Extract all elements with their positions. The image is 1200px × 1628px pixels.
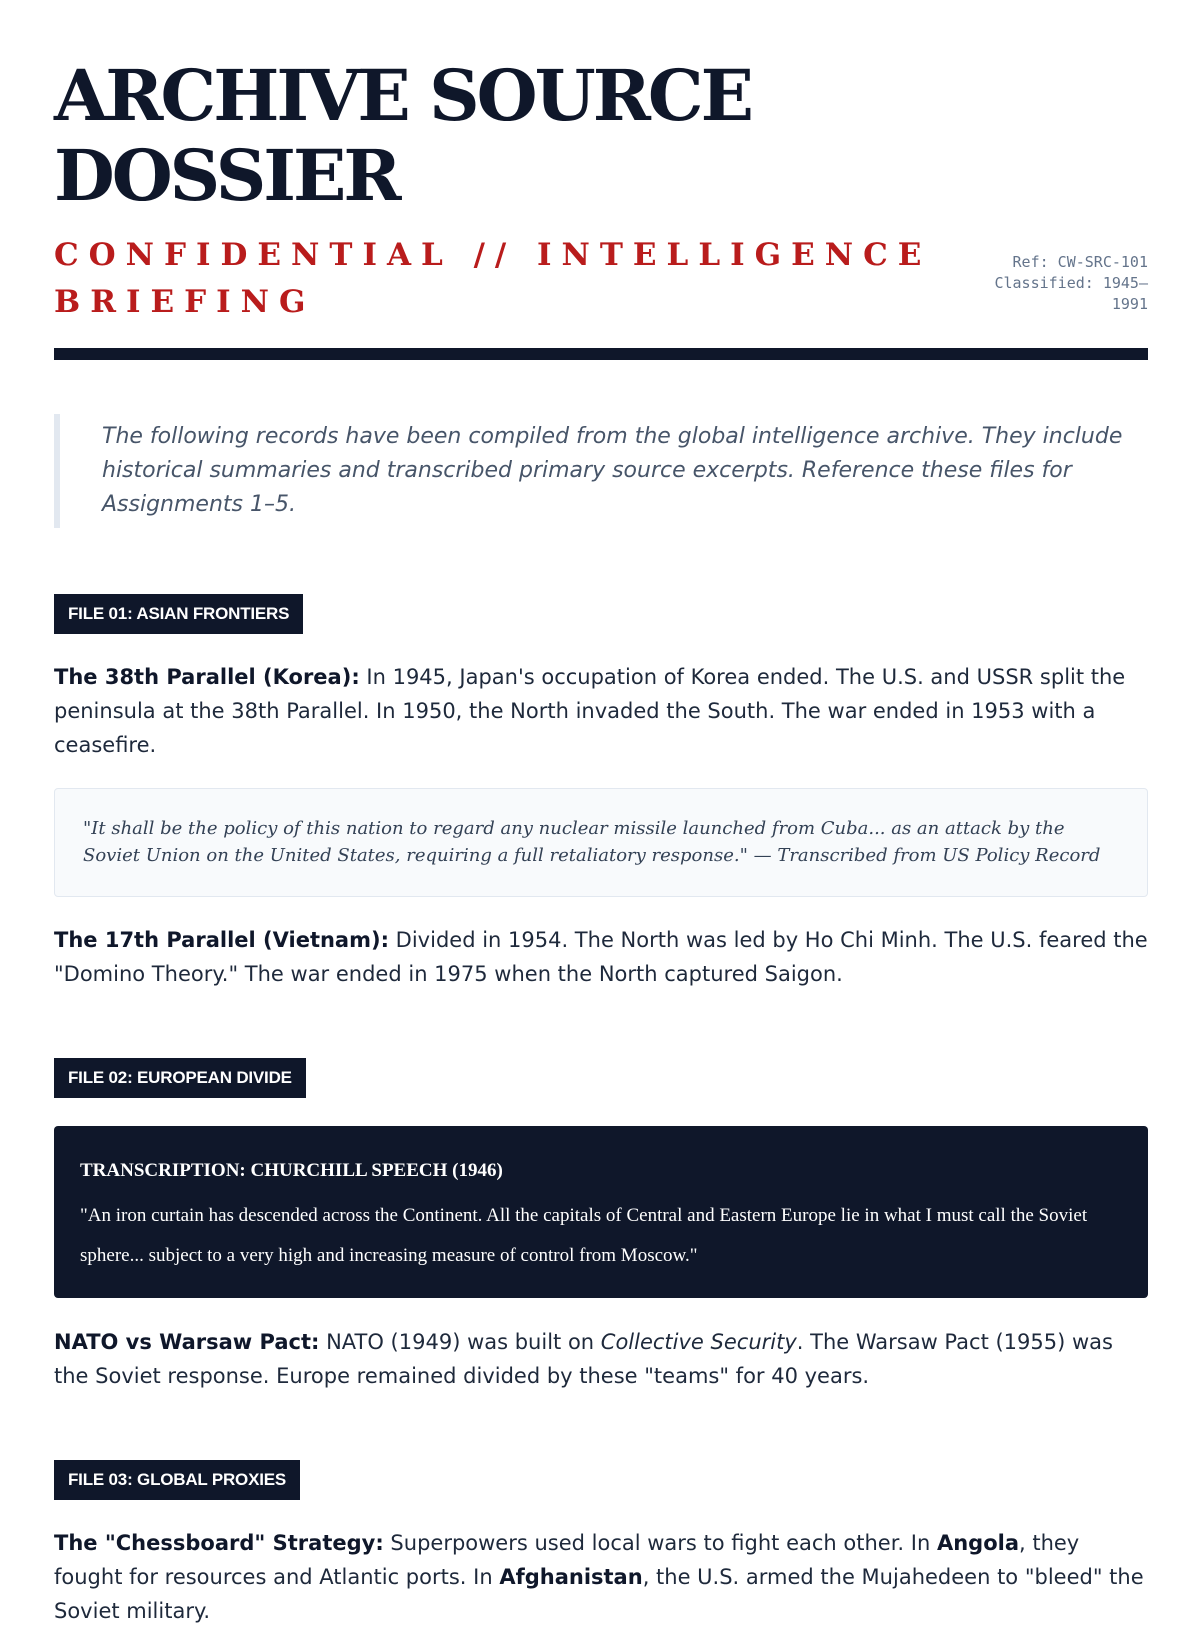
vietnam-heading: The 17th Parallel (Vietnam): [54,928,389,952]
korea-paragraph [54,660,1148,762]
transcription-title: TRANSCRIPTION: CHURCHILL SPEECH (1946) [80,1160,503,1181]
afghanistan-term: Afghanistan [499,1565,643,1589]
subtitle-row [54,232,1148,332]
page-title: ARCHIVE SOURCE DOSSIER [54,54,751,217]
vietnam-text: Divided in 1954. The North was led by Ho Chi Minh. The U.S. feared the "Domino Theory." The war ended in 1975 when the North captured Saigon. [54,928,1148,986]
chessboard-text-a: Superpowers used local wars to fight each other. In [383,1531,937,1555]
nato-text-a: NATO (1949) was built on [319,1330,601,1354]
reference-code: Ref: CW-SRC-101 [1012,253,1148,271]
intro-quote: The following records have been compiled from the global intelligence archive. They include historical summaries and transcribed primary source excerpts. Reference these files for Assignments 1–5. [54,414,1148,528]
header [54,0,1148,332]
vietnam-paragraph [54,923,1148,991]
chessboard-text-c: , the U.S. armed the Mujahedeen to "bleed" the Soviet military. [54,1565,1144,1623]
chessboard-text-b: , they fought for resources and Atlantic ports. In [54,1531,1080,1589]
file-02-label: FILE 02: EUROPEAN DIVIDE [54,1058,306,1098]
page-subtitle: CONFIDENTIAL // INTELLIGENCE BRIEFING [54,237,932,320]
churchill-transcription-box [54,1126,1148,1298]
angola-term: Angola [936,1531,1019,1555]
nato-text-b: . The Warsaw Pact (1955) was the Soviet response. Europe remained divided by these "teams" for 40 years. [54,1330,1113,1388]
transcription-text: "An iron curtain has descended across the Continent. All the capitals of Central and Eastern Europe lie in what I must call the Soviet sphere... subject to a very high and increasing measure of control from Moscow." [80,1205,1088,1266]
chessboard-heading: The "Chessboard" Strategy: [54,1531,384,1555]
korea-heading: The 38th Parallel (Korea): [54,665,360,689]
chessboard-paragraph [54,1526,1148,1628]
nato-paragraph [54,1325,1148,1393]
classified-range: Classified: 1945–1991 [994,274,1148,313]
collective-security-term: Collective Security [600,1330,797,1354]
korea-text: In 1945, Japan's occupation of Korea ended. The U.S. and USSR split the peninsula at the 38th Parallel. In 1950, the North invaded the South. The war ended in 1953 with a ceasefire. [54,665,1126,757]
policy-quote-box: "It shall be the policy of this nation to regard any nuclear missile launched from Cuba... as an attack by the Soviet Union on the United States, requiring a full retaliatory response." — Transcribed from US Policy Record [54,788,1148,897]
header-divider [54,348,1148,360]
file-03-label: FILE 03: GLOBAL PROXIES [54,1460,300,1500]
nato-heading: NATO vs Warsaw Pact: [54,1330,320,1354]
reference-meta [968,252,1148,315]
file-01-label: FILE 01: ASIAN FRONTIERS [54,594,303,634]
